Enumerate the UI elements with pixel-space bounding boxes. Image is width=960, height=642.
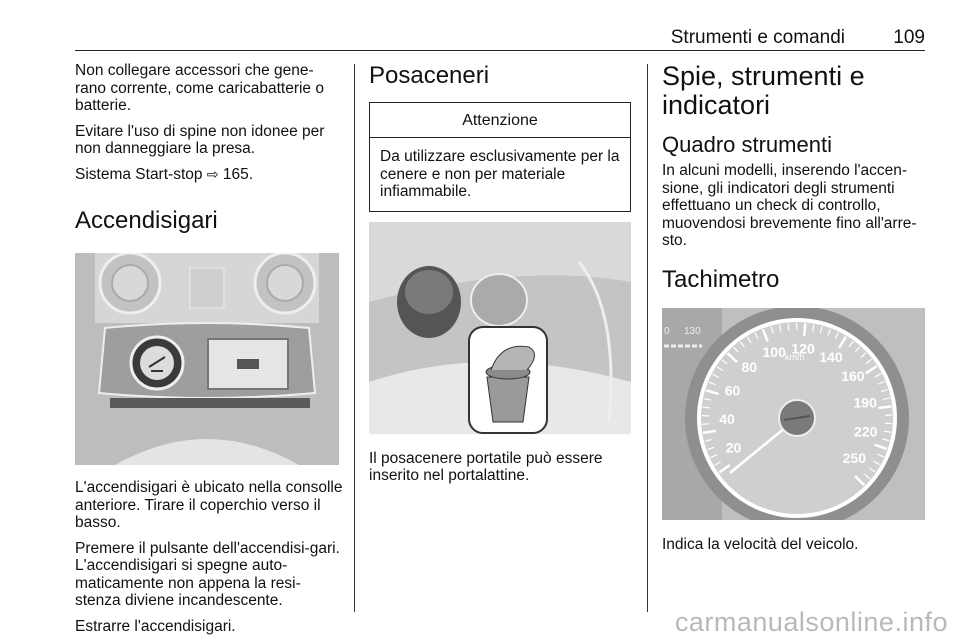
section-title: Strumenti e comandi <box>670 27 845 48</box>
page-reference[interactable]: 165. <box>222 165 254 183</box>
section-heading: Accendisigari <box>75 207 218 234</box>
dial-label: 160 <box>841 367 865 384</box>
warning-box <box>369 102 631 212</box>
paragraph: Il posacenere portatile può essere inserito nel portalattine. <box>369 449 603 484</box>
warning-text: Da utilizzare esclusivamente per la cenere e non per materiale infiammabile. <box>380 148 620 200</box>
paragraph: L'accendisigari è ubicato nella consolle anteriore. Tirare il coperchio verso il basso. <box>75 479 343 531</box>
section-heading: Tachimetro <box>662 265 780 293</box>
arrow-right-icon: ⇨ <box>206 165 219 182</box>
dial-label: 220 <box>854 422 878 439</box>
chapter-heading: Spie, strumenti e indicatori <box>662 61 865 120</box>
dial-label: 250 <box>842 449 867 466</box>
paragraph: Estrarre l'accendisigari. <box>75 617 236 635</box>
page-number: 109 <box>893 27 925 48</box>
dial-label: 60 <box>724 382 741 399</box>
dial-tick <box>804 323 805 336</box>
column-right <box>662 62 927 612</box>
watermark: carmanualsonline.info <box>674 607 948 637</box>
section-heading: Posaceneri <box>369 62 490 89</box>
dial-tick <box>703 407 710 408</box>
paragraph: Premere il pulsante dell'accendisi-gari. L'accendisigari si spegne auto-maticamente non appena la resi-stenza diviene incandescente. <box>75 539 340 609</box>
dial-label: 100 <box>762 343 786 360</box>
paragraph: Non collegare accessori che gene-rano corrente, come caricabatterie o batterie. <box>75 62 324 114</box>
paragraph: Indica la velocità del veicolo. <box>662 535 859 553</box>
dial-label: 140 <box>819 348 843 365</box>
cigarette-lighter-illustration <box>75 253 339 465</box>
column-divider <box>647 64 648 612</box>
dial-tick <box>878 406 891 408</box>
speed-unit: km/h <box>785 351 805 362</box>
warning-title: Attenzione <box>370 103 630 138</box>
page-header <box>75 0 925 51</box>
dial-label: 190 <box>853 393 877 410</box>
dial-label: 120 <box>791 339 815 356</box>
ashtray-illustration <box>369 222 631 434</box>
paragraph <box>75 166 343 184</box>
section-heading: Quadro strumenti <box>662 132 832 157</box>
paragraph: Evitare l'uso di spine non idonee per non danneggiare la presa. <box>75 122 325 157</box>
dial-tick <box>788 323 789 330</box>
display-value: 130 <box>684 325 701 337</box>
speedometer-illustration <box>662 308 925 520</box>
column-left <box>75 62 343 635</box>
column-divider <box>354 64 355 612</box>
dial-label: 40 <box>719 410 735 427</box>
column-middle <box>369 62 631 612</box>
display-value: 0 <box>664 325 670 337</box>
cross-reference-text: Sistema Start-stop <box>75 165 203 183</box>
paragraph: In alcuni modelli, inserendo l'accen-sione, gli indicatori degli strumenti effettuano un check di controllo, muovendosi brevemente fino all'arre-sto. <box>662 162 917 249</box>
dial-label: 20 <box>725 439 742 456</box>
dial-label: 80 <box>741 358 758 375</box>
